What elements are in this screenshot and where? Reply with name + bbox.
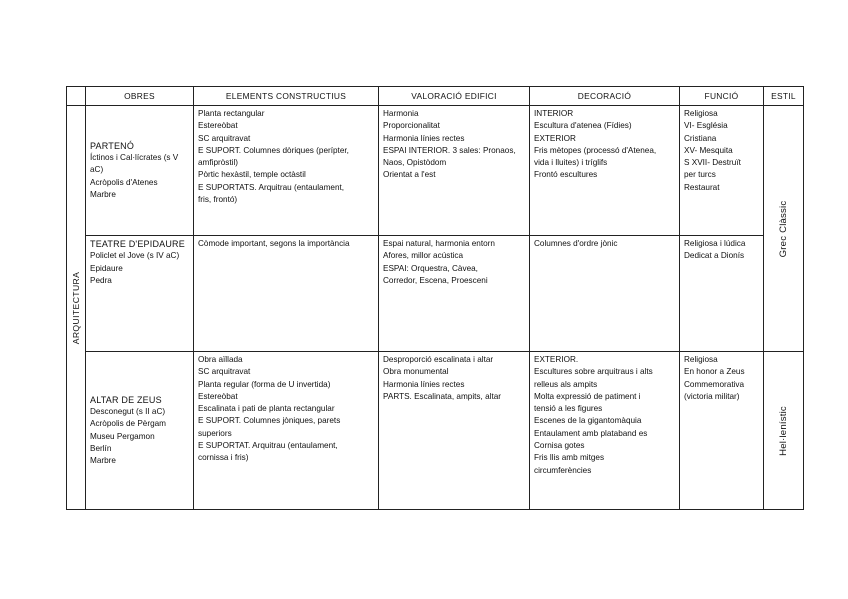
valoracio-line: Orientat a l'est bbox=[383, 170, 436, 180]
valoracio-line: Proporcionalitat bbox=[383, 121, 440, 131]
obra-name: ALTAR DE ZEUS bbox=[90, 394, 162, 405]
valoracio-cell bbox=[379, 236, 530, 352]
decoracio-line: relleus als ampits bbox=[534, 379, 598, 389]
elements-line: Estereòbat bbox=[198, 391, 238, 401]
style-cell-hellenistic bbox=[764, 352, 804, 510]
obra-detail-line: Museu Pergamon bbox=[90, 431, 155, 441]
header-funcio: FUNCIÓ bbox=[680, 87, 764, 106]
valoracio-line: Espai natural, harmonia entorn bbox=[383, 239, 495, 248]
category-cell bbox=[67, 106, 86, 510]
elements-line: SC arquitravat bbox=[198, 133, 251, 143]
elements-line: E SUPORT. Columnes dòriques (perípter, bbox=[198, 145, 349, 155]
style-cell-grec bbox=[764, 106, 804, 352]
category-label: ARQUITECTURA bbox=[70, 271, 81, 344]
funcio-line: Commemorativa bbox=[684, 379, 745, 389]
valoracio-line: Desproporció escalinata i altar bbox=[383, 355, 494, 364]
valoracio-line: Obra monumental bbox=[383, 367, 449, 377]
funcio-line: (victoria militar) bbox=[684, 391, 740, 401]
obra-detail-line: Íctinos i Cal·lícrates (s V bbox=[90, 153, 179, 163]
funcio-line: Religiosa i lúdica bbox=[684, 239, 746, 248]
obra-detail-line: Acròpolis d'Atenes bbox=[90, 177, 158, 187]
valoracio-line: Harmonia línies rectes bbox=[383, 133, 465, 143]
funcio-cell bbox=[680, 352, 764, 510]
elements-line: SC arquitravat bbox=[198, 367, 251, 377]
elements-line: fris, frontó) bbox=[198, 195, 238, 205]
elements-line: E SUPORTATS. Arquitrau (entaulament, bbox=[198, 182, 345, 192]
header-row bbox=[67, 87, 804, 106]
header-corner bbox=[67, 87, 86, 106]
decoracio-cell bbox=[530, 236, 680, 352]
obra-cell bbox=[86, 106, 194, 236]
valoracio-line: Harmonia línies rectes bbox=[383, 379, 465, 389]
funcio-cell bbox=[680, 106, 764, 236]
valoracio-cell bbox=[379, 106, 530, 236]
funcio-line: Religiosa bbox=[684, 109, 718, 118]
elements-line: Escalinata i pati de planta rectangular bbox=[198, 404, 335, 414]
decoracio-line: Columnes d'ordre jònic bbox=[534, 239, 618, 248]
decoracio-line: Molta expressió de patiment i bbox=[534, 391, 641, 401]
decoracio-cell bbox=[530, 352, 680, 510]
elements-line: Pòrtic hexàstil, temple octàstil bbox=[198, 170, 306, 180]
funcio-line: Restaurat bbox=[684, 182, 720, 192]
valoracio-line: Corredor, Escena, Proesceni bbox=[383, 275, 488, 285]
elements-line: cornissa i fris) bbox=[198, 453, 249, 463]
decoracio-line: Escenes de la gigantomàquia bbox=[534, 416, 642, 426]
decoracio-line: Frontó escultures bbox=[534, 170, 598, 180]
obra-detail-line: Acròpolis de Pèrgam bbox=[90, 419, 166, 429]
elements-line: Còmode important, segons la importància bbox=[198, 239, 350, 248]
elements-cell bbox=[194, 352, 379, 510]
funcio-line: Religiosa bbox=[684, 355, 718, 364]
funcio-line: En honor a Zeus bbox=[684, 367, 745, 377]
header-decoracio: DECORACIÓ bbox=[530, 87, 680, 106]
obra-detail-line: Marbre bbox=[90, 456, 116, 466]
valoracio-line: Afores, millor acústica bbox=[383, 251, 464, 261]
obra-detail-line: Desconegut (s II aC) bbox=[90, 406, 166, 416]
obra-detail-line: Marbre bbox=[90, 189, 116, 199]
valoracio-line: ESPAI: Orquestra, Càvea, bbox=[383, 263, 478, 273]
elements-line: Estereòbat bbox=[198, 121, 238, 131]
decoracio-line: circumferències bbox=[534, 465, 592, 475]
decoracio-line: INTERIOR bbox=[534, 109, 574, 118]
style-label-grec: Grec Clàssic bbox=[777, 200, 789, 257]
decoracio-line: Entaulament amb plataband es bbox=[534, 428, 648, 438]
header-elements: ELEMENTS CONSTRUCTIUS bbox=[194, 87, 379, 106]
decoracio-line: Fris mètopes (processó d'Atenea, bbox=[534, 145, 657, 155]
decoracio-line: EXTERIOR bbox=[534, 133, 576, 143]
elements-cell bbox=[194, 236, 379, 352]
elements-line: superiors bbox=[198, 428, 232, 438]
funcio-cell bbox=[680, 236, 764, 352]
obra-name: TEATRE D'EPIDAURE bbox=[90, 239, 185, 249]
decoracio-line: Cornisa gotes bbox=[534, 441, 585, 451]
header-obres: OBRES bbox=[86, 87, 194, 106]
funcio-line: VI- Església bbox=[684, 121, 728, 131]
funcio-line: Dedicat a Dionís bbox=[684, 251, 745, 261]
funcio-line: Cristiana bbox=[684, 133, 717, 143]
table-row bbox=[67, 352, 804, 510]
obra-cell bbox=[86, 352, 194, 510]
obra-detail-line: Berlín bbox=[90, 443, 112, 453]
table-row bbox=[67, 236, 804, 352]
elements-line: E SUPORTAT. Arquitrau (entaulament, bbox=[198, 441, 338, 451]
obra-detail-line: Epidaure bbox=[90, 263, 123, 273]
decoracio-line: Escultures sobre arquitraus i alts bbox=[534, 367, 653, 377]
valoracio-line: Naos, Opistòdom bbox=[383, 158, 447, 168]
obra-detail-line: aC) bbox=[90, 165, 104, 175]
elements-line: Planta regular (forma de U invertida) bbox=[198, 379, 331, 389]
style-label-hellenistic: Hel·lenístic bbox=[777, 405, 789, 456]
valoracio-line: Harmonia bbox=[383, 109, 419, 118]
decoracio-line: EXTERIOR. bbox=[534, 355, 579, 364]
decoracio-cell bbox=[530, 106, 680, 236]
decoracio-line: vida i lluites) i tríglifs bbox=[534, 158, 608, 168]
elements-cell bbox=[194, 106, 379, 236]
art-history-table bbox=[66, 86, 804, 510]
valoracio-line: PARTS. Escalinata, ampits, altar bbox=[383, 391, 502, 401]
header-estil: ESTIL bbox=[764, 87, 804, 106]
valoracio-line: ESPAI INTERIOR. 3 sales: Pronaos, bbox=[383, 145, 516, 155]
header-valoracio: VALORACIÓ EDIFICI bbox=[379, 87, 530, 106]
decoracio-line: Escultura d'atenea (Fídies) bbox=[534, 121, 632, 131]
table-row bbox=[67, 106, 804, 236]
funcio-line: XV- Mesquita bbox=[684, 145, 733, 155]
elements-line: Obra aïllada bbox=[198, 355, 243, 364]
decoracio-line: tensió a les figures bbox=[534, 404, 603, 414]
elements-line: amfipròstil) bbox=[198, 158, 239, 168]
funcio-line: per turcs bbox=[684, 170, 716, 180]
elements-line: Planta rectangular bbox=[198, 109, 265, 118]
obra-name: PARTENÓ bbox=[90, 140, 135, 151]
funcio-line: S XVII- Destruït bbox=[684, 158, 741, 168]
elements-line: E SUPORT. Columnes jòniques, parets bbox=[198, 416, 341, 426]
valoracio-cell bbox=[379, 352, 530, 510]
obra-detail-line: Pedra bbox=[90, 275, 112, 285]
obra-detail-line: Policlet el Jove (s IV aC) bbox=[90, 251, 180, 261]
obra-cell bbox=[86, 236, 194, 352]
decoracio-line: Fris llis amb mitges bbox=[534, 453, 605, 463]
